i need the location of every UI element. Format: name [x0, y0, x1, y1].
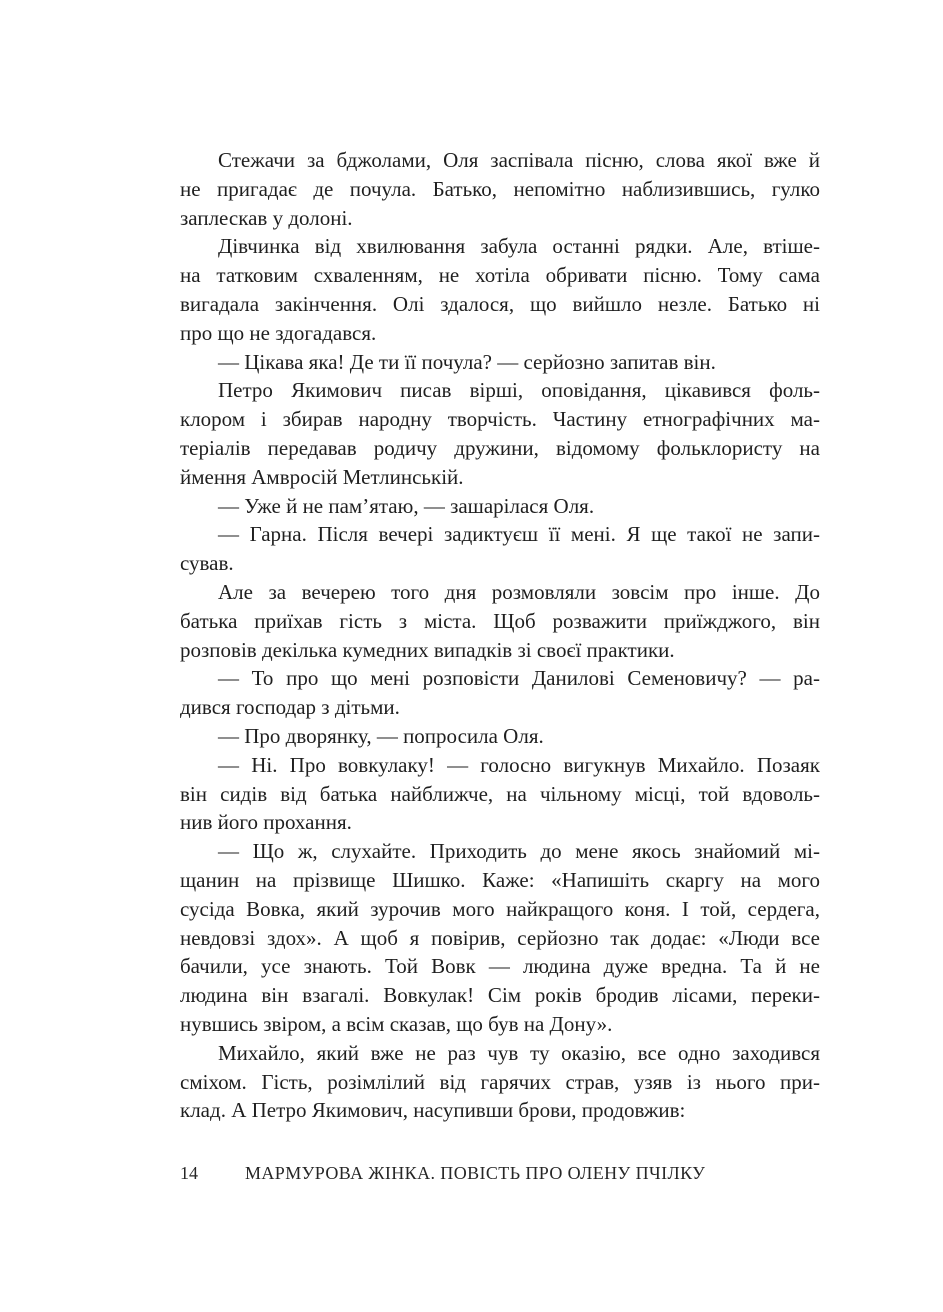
text-line: — Ні. Про вовкулаку! — голосно вигукнув Михайло. Позаяк [218, 752, 820, 777]
text-line: заплескав у долоні. [180, 205, 353, 230]
paragraph [180, 578, 820, 664]
text-line: Але за вечерею того дня розмовляли зовсім про інше. До [218, 579, 820, 604]
paragraph [180, 751, 820, 837]
paragraph [180, 492, 820, 521]
paragraph [180, 146, 820, 232]
text-line: — Гарна. Після вечері задиктуєш її мені. Я ще такої не запи- [218, 522, 820, 547]
text-line: ймення Амвросій Метлинській. [180, 464, 464, 489]
text-line: розповів декілька кумедних випадків зі своєї практики. [180, 637, 675, 662]
text-line: — Уже й не пам’ятаю, — зашарілася Оля. [218, 493, 595, 518]
paragraph [180, 376, 820, 491]
paragraph [180, 837, 820, 1039]
running-title: МАРМУРОВА ЖІНКА. ПОВІСТЬ ПРО ОЛЕНУ ПЧІЛКУ [245, 1163, 706, 1183]
text-line: — Цікава яка! Де ти її почула? — серйозно запитав він. [218, 349, 716, 374]
text-line: щанин на прізвище Шишко. Каже: «Напишіть скаргу на мого [180, 867, 820, 892]
paragraph [180, 520, 820, 578]
text-line: вигадала закінчення. Олі здалося, що вийшло незле. Батько ні [180, 291, 820, 316]
text-line: сував. [180, 551, 234, 576]
text-line: теріалів передавав родичу дружини, відомому фольклористу на [180, 435, 820, 460]
text-line: Стежачи за бджолами, Оля заспівала пісню, слова якої вже й [218, 148, 820, 172]
text-line: Дівчинка від хвилювання забула останні рядки. Але, втіше- [218, 234, 820, 259]
text-line: людина він взагалі. Вовкулак! Сім років бродив лісами, переки- [180, 983, 820, 1008]
text-line: невдовзі здох». А щоб я повірив, серйозно так додає: «Люди все [180, 925, 820, 950]
page-footer [180, 1162, 705, 1184]
paragraph [180, 664, 820, 722]
text-line: клад. А Петро Якимович, насупивши брови, продовжив: [180, 1098, 686, 1123]
text-line: сміхом. Гість, розімлілий від гарячих страв, узяв із нього при- [180, 1069, 820, 1094]
text-line: клором і збирав народну творчість. Частину етнографічних ма- [180, 407, 820, 432]
text-line: не пригадає де почула. Батько, непомітно наблизившись, гулко [180, 176, 820, 201]
text-line: дився господар з дітьми. [180, 695, 400, 720]
text-line: — Про дворянку, — попросила Оля. [218, 723, 544, 748]
text-line: батька приїхав гість з міста. Щоб розважити приїжджого, він [180, 608, 820, 633]
text-line: бачили, усе знають. Той Вовк — людина дуже вредна. Та й не [180, 954, 820, 979]
paragraph [180, 722, 820, 751]
paragraph [180, 1039, 820, 1125]
text-line: Михайло, який вже не раз чув ту оказію, все одно заходився [218, 1040, 820, 1065]
text-line: нувшись звіром, а всім сказав, що був на Дону». [180, 1011, 613, 1036]
text-line: — Що ж, слухайте. Приходить до мене якось знайомий мі- [218, 839, 820, 864]
text-line: Петро Якимович писав вірші, оповідання, цікавився фоль- [218, 378, 820, 403]
text-line: — То про що мені розповісти Данилові Семеновичу? — ра- [218, 666, 820, 691]
paragraph [180, 348, 820, 377]
page-number: 14 [180, 1163, 198, 1183]
body-text [180, 146, 820, 1125]
text-line: на татковим схваленням, не хотіла обривати пісню. Тому сама [180, 263, 820, 288]
text-line: нив його прохання. [180, 810, 352, 835]
text-line: сусіда Вовка, який зурочив мого найкращого коня. І той, сердега, [180, 896, 820, 921]
paragraph [180, 232, 820, 347]
text-line: він сидів від батька найближче, на чільному місці, той вдоволь- [180, 781, 820, 806]
text-line: про що не здогадався. [180, 320, 377, 345]
